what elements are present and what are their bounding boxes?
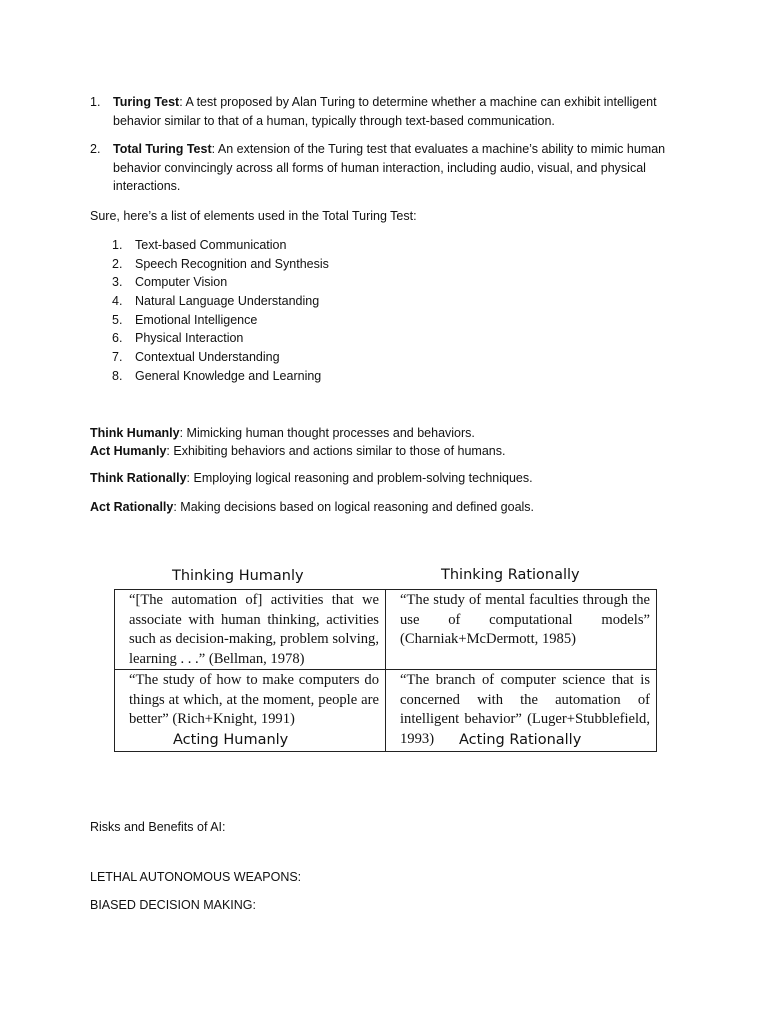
approach-act-humanly [90, 442, 710, 460]
cell-thinking-rationally: “The study of mental faculties through the use of computational models” (Charniak+McDermott, 1985) [386, 590, 657, 670]
approach-think-humanly [90, 424, 710, 442]
definition-text: : An extension of the Turing test that evaluates a machine’s ability to mimic human behavior convincingly across all forms of human interaction, including audio, visual, and physical interactions. [113, 142, 666, 193]
definition-text: : A test proposed by Alan Turing to determine whether a machine can exhibit intelligent behavior similar to that of a human, typically through text-based communication. [113, 95, 657, 128]
list-item [112, 292, 329, 311]
list-item-label: Contextual Understanding [135, 350, 280, 365]
list-number: 4. [112, 294, 123, 309]
ai-approaches [90, 424, 710, 516]
list-item-label: Physical Interaction [135, 331, 244, 346]
cell-acting-humanly: “The study of how to make computers do things at which, at the moment, people are better” (Rich+Knight, 1991) [115, 670, 386, 752]
approach-term: Act Rationally [90, 500, 174, 514]
heading-acting-rationally: Acting Rationally [459, 732, 582, 748]
list-item-label: Natural Language Understanding [135, 294, 320, 309]
list-number: 6. [112, 331, 123, 346]
ai-definitions-figure [114, 562, 658, 754]
heading-thinking-humanly: Thinking Humanly [172, 568, 304, 584]
approach-act-rationally [90, 498, 710, 516]
approach-text: : Employing logical reasoning and problem-solving techniques. [186, 471, 533, 485]
definition-term: Turing Test [113, 95, 180, 109]
approach-think-rationally [90, 469, 710, 487]
risk-item: BIASED DECISION MAKING: [90, 898, 257, 912]
definitions-grid [114, 589, 657, 752]
approach-term: Think Rationally [90, 471, 187, 485]
list-number: 5. [112, 312, 123, 327]
list-number: 8. [112, 368, 123, 383]
elements-list [112, 236, 329, 386]
intro-paragraph: Sure, here’s a list of elements used in the Total Turing Test: [90, 209, 417, 223]
list-item-label: General Knowledge and Learning [135, 368, 322, 383]
list-number: 1. [90, 95, 101, 109]
list-item-label: Computer Vision [135, 275, 228, 290]
list-item [112, 255, 329, 274]
definition-term: Total Turing Test [113, 142, 212, 156]
list-item [112, 236, 329, 255]
approach-term: Act Humanly [90, 444, 167, 458]
list-item [112, 348, 329, 367]
heading-thinking-rationally: Thinking Rationally [441, 567, 580, 583]
risk-item: LETHAL AUTONOMOUS WEAPONS: [90, 870, 302, 884]
list-item-label: Speech Recognition and Synthesis [135, 256, 329, 271]
list-number: 2. [90, 142, 101, 156]
approach-text: : Making decisions based on logical reasoning and defined goals. [173, 500, 535, 514]
approach-text: : Mimicking human thought processes and behaviors. [179, 426, 475, 440]
list-item [112, 311, 329, 330]
definition-list [90, 93, 690, 196]
approach-text: : Exhibiting behaviors and actions similar to those of humans. [166, 444, 506, 458]
heading-acting-humanly: Acting Humanly [173, 732, 289, 748]
list-item [112, 273, 329, 292]
list-item [112, 329, 329, 348]
list-item-label: Text-based Communication [135, 238, 287, 252]
approach-term: Think Humanly [90, 426, 180, 440]
list-number: 3. [112, 275, 123, 290]
cell-acting-rationally: “The branch of computer science that is concerned with the automation of intelligent behavior” (Luger+Stubblefield, 1993) [386, 670, 657, 752]
list-number: 7. [112, 350, 123, 365]
list-item [112, 367, 329, 386]
definition-item-turing-test [90, 93, 690, 130]
risks-heading: Risks and Benefits of AI: [90, 820, 226, 834]
list-number: 2. [112, 256, 123, 271]
list-item-label: Emotional Intelligence [135, 312, 258, 327]
list-number: 1. [112, 238, 123, 252]
definition-item-total-turing-test [90, 140, 690, 196]
cell-thinking-humanly: “[The automation of] activities that we associate with human thinking, activities such as decision-making, problem solving, learning . . .” (Bellman, 1978) [115, 590, 386, 670]
